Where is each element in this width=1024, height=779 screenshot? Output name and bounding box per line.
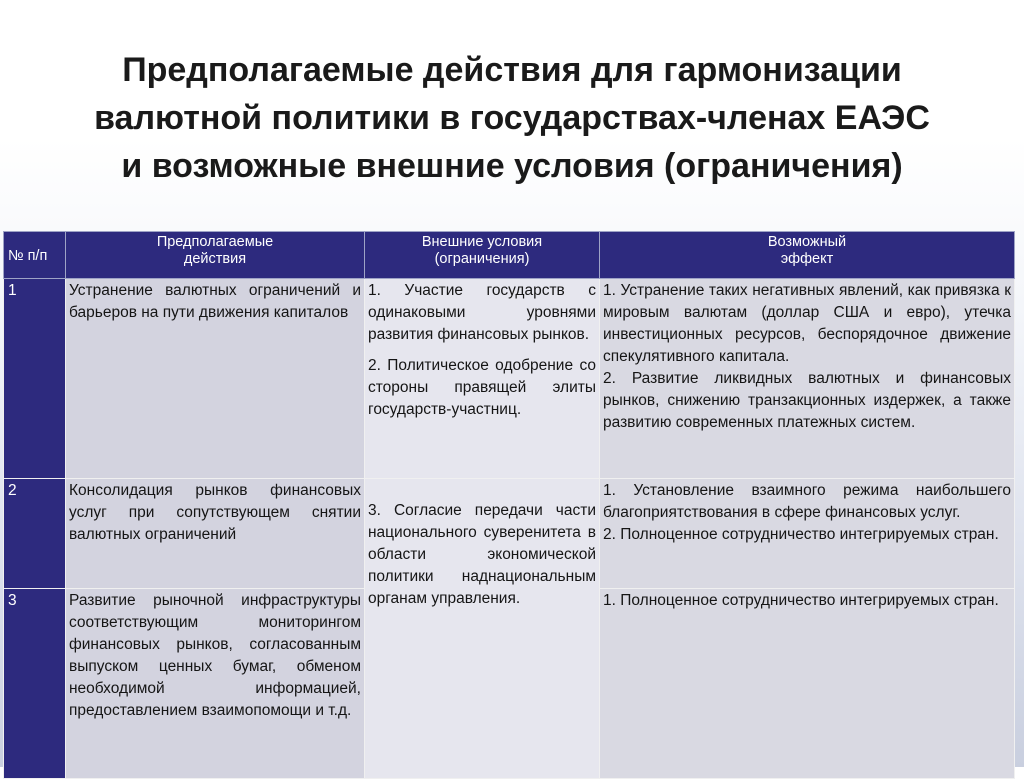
header-actions: Предполагаемые действия (66, 232, 365, 279)
row-effects: 1. Полноценное сотрудничество интегрируемых стран. (600, 589, 1015, 779)
row-num: 1 (4, 279, 66, 479)
row-num: 3 (4, 589, 66, 779)
title-line-3: и возможные внешние условия (ограничения) (121, 147, 903, 185)
row-effects: 1. Установление взаимного режима наибольшего благоприятствования в сфере финансовых услуг. 2. Полноценное сотрудничество интегрируемых стран. (600, 479, 1015, 589)
header-num: № п/п (4, 232, 66, 279)
row-num: 2 (4, 479, 66, 589)
title-line-2: валютной политики в государствах-членах ЕАЭС (94, 99, 930, 137)
row-conditions: 1. Участие государств с одинаковыми уровнями развития финансовых рынков. 2. Политическое одобрение со стороны правящей элиты государств-участниц. (365, 279, 600, 479)
row-conditions: 3. Согласие передачи части национального суверенитета в области экономической политики наднациональным органам управления. (365, 479, 600, 779)
row-action: Консолидация рынков финансовых услуг при сопутствующем снятии валютных ограничений (66, 479, 365, 589)
row-effects: 1. Устранение таких негативных явлений, как привязка к мировым валютам (доллар США и евро), утечка инвестиционных ресурсов, беспорядочное движение спекулятивного капитала. 2. Развитие ликвидных валютных и финансовых рынков, снижению транзакционных издержек, а также развитию современных платежных систем. (600, 279, 1015, 479)
title-line-1: Предполагаемые действия для гармонизации (122, 51, 902, 89)
page-title (0, 46, 1024, 190)
header-effect: Возможный эффект (600, 232, 1015, 279)
header-conditions: Внешние условия (ограничения) (365, 232, 600, 279)
table-row (4, 479, 1015, 589)
table-header-row (4, 232, 1015, 279)
row-action: Устранение валютных ограничений и барьеров на пути движения капиталов (66, 279, 365, 479)
row-action: Развитие рыночной инфраструктуры соответствующим мониторингом финансовых рынков, согласованным выпуском ценных бумаг, обменом необходимой информацией, предоставлением взаимопомощи и т.д. (66, 589, 365, 779)
harmonization-table (3, 231, 1015, 779)
table-row (4, 279, 1015, 479)
